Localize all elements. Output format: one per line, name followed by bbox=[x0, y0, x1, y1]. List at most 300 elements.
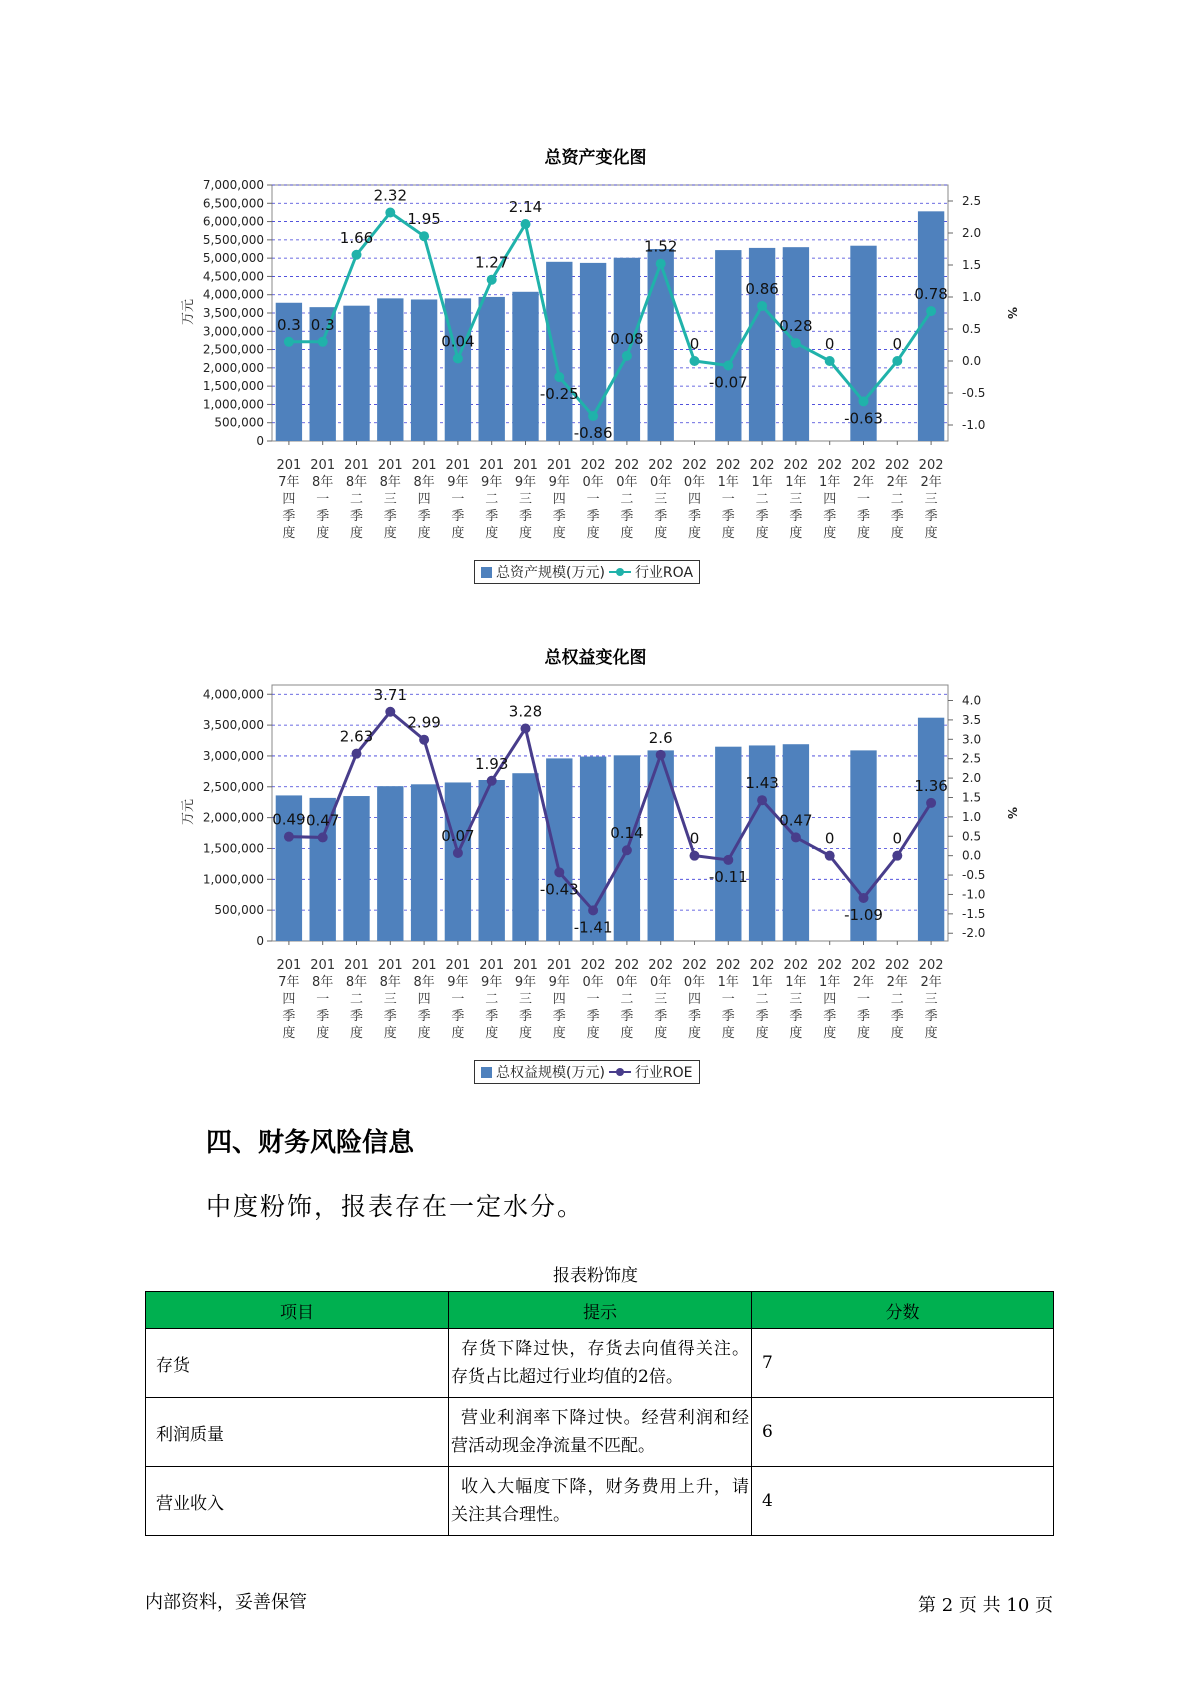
line-point bbox=[892, 851, 902, 861]
table-row bbox=[146, 1467, 1054, 1536]
x-tick-label: 201 bbox=[276, 958, 302, 973]
x-tick-label: 季 bbox=[552, 1009, 566, 1024]
section-title: 四、财务风险信息 bbox=[206, 1128, 415, 1158]
x-tick-label: 三 bbox=[789, 992, 803, 1007]
data-label: -1.41 bbox=[573, 918, 613, 937]
y-tick-label: 3,500,000 bbox=[202, 306, 264, 320]
data-label: 0.78 bbox=[914, 285, 948, 304]
x-tick-label: 0年 bbox=[650, 475, 672, 490]
x-tick-label: 一 bbox=[721, 992, 735, 1007]
x-tick-label: 202 bbox=[749, 458, 775, 473]
x-tick-label: 2年 bbox=[920, 975, 942, 990]
x-tick-label: 度 bbox=[417, 526, 431, 541]
x-tick-label: 0年 bbox=[650, 975, 672, 990]
x-tick-label: 季 bbox=[282, 509, 296, 524]
x-tick-label: 三 bbox=[654, 492, 668, 507]
x-tick-label: 9年 bbox=[447, 475, 469, 490]
line-point bbox=[554, 372, 564, 382]
chart2-title: 总权益变化图 bbox=[544, 648, 647, 668]
header-tip: 提示 bbox=[449, 1292, 752, 1329]
x-tick-label: 度 bbox=[586, 526, 600, 541]
page-number: 第 2 页 共 10 页 bbox=[918, 1595, 1053, 1616]
line-point bbox=[723, 855, 733, 865]
x-tick-label: 季 bbox=[789, 1009, 803, 1024]
row-item: 利润质量 bbox=[146, 1398, 449, 1467]
x-tick-label: 度 bbox=[349, 1026, 364, 1041]
x-tick-label: 度 bbox=[282, 1026, 296, 1041]
x-tick-label: 三 bbox=[383, 492, 397, 507]
row-item: 存货 bbox=[146, 1329, 449, 1398]
x-tick-label: 季 bbox=[620, 1009, 634, 1024]
data-label: -0.86 bbox=[573, 424, 613, 443]
x-tick-label: 季 bbox=[349, 1009, 364, 1024]
x-tick-label: 0年 bbox=[582, 475, 604, 490]
x-tick-label: 202 bbox=[682, 958, 707, 973]
x-tick-label: 四 bbox=[282, 992, 296, 1007]
x-tick-label: 二 bbox=[620, 992, 634, 1007]
y2-tick-label: 0.5 bbox=[962, 322, 982, 336]
chart1-legend-bar-label: 总资产规模(万元) bbox=[496, 565, 605, 581]
x-tick-label: 二 bbox=[349, 492, 364, 507]
x-tick-label: 四 bbox=[687, 492, 702, 507]
y2-tick-label: 0.0 bbox=[962, 354, 982, 368]
x-tick-label: 0年 bbox=[683, 975, 706, 990]
x-tick-label: 季 bbox=[620, 509, 634, 524]
x-tick-label: 季 bbox=[518, 1009, 533, 1024]
x-tick-label: 201 bbox=[310, 458, 336, 473]
line-legend-icon bbox=[609, 566, 631, 578]
x-tick-label: 2年 bbox=[886, 475, 908, 490]
x-tick-label: 季 bbox=[316, 509, 330, 524]
x-tick-label: 二 bbox=[890, 992, 904, 1007]
x-tick-label: 1年 bbox=[717, 975, 739, 990]
x-tick-label: 2年 bbox=[852, 975, 875, 990]
x-tick-label: 202 bbox=[884, 958, 910, 973]
line-point bbox=[588, 411, 598, 421]
x-tick-label: 季 bbox=[721, 509, 735, 524]
line-point bbox=[723, 360, 733, 370]
x-tick-label: 2年 bbox=[852, 475, 875, 490]
data-label: -0.63 bbox=[844, 409, 883, 428]
y2-tick-label: -1.0 bbox=[962, 887, 986, 902]
chart1-legend bbox=[474, 560, 700, 584]
data-label: 3.28 bbox=[508, 702, 543, 721]
data-label: -0.43 bbox=[539, 880, 579, 899]
x-tick-label: 201 bbox=[513, 458, 538, 473]
line-point bbox=[926, 798, 936, 808]
x-tick-label: 201 bbox=[513, 958, 538, 973]
x-tick-label: 202 bbox=[918, 458, 944, 473]
y-tick-label: 2,000,000 bbox=[202, 810, 264, 825]
x-tick-label: 202 bbox=[682, 458, 707, 473]
bar bbox=[715, 250, 741, 441]
x-tick-label: 一 bbox=[586, 492, 600, 507]
y2-tick-label: 3.5 bbox=[962, 712, 982, 727]
line-point bbox=[588, 905, 598, 915]
y-tick-label: 0 bbox=[256, 434, 264, 448]
y2-tick-label: 2.5 bbox=[962, 751, 982, 766]
line-point bbox=[690, 356, 700, 366]
bar-legend-swatch bbox=[481, 567, 492, 578]
line-point bbox=[318, 832, 328, 842]
line-point bbox=[926, 306, 936, 316]
data-label: 0.04 bbox=[441, 332, 475, 351]
y-tick-label: 3,000,000 bbox=[202, 324, 264, 339]
x-tick-label: 度 bbox=[485, 526, 499, 541]
data-label: 1.66 bbox=[339, 228, 374, 247]
x-tick-label: 三 bbox=[383, 992, 397, 1007]
x-tick-label: 201 bbox=[445, 958, 471, 973]
x-tick-label: 9年 bbox=[481, 975, 503, 990]
data-label: -0.11 bbox=[708, 867, 748, 886]
bar bbox=[648, 249, 674, 441]
line-point bbox=[385, 707, 395, 717]
x-tick-label: 201 bbox=[445, 458, 471, 473]
y-tick-label: 1,000,000 bbox=[202, 397, 264, 412]
x-tick-label: 202 bbox=[851, 958, 876, 973]
bar bbox=[546, 758, 572, 941]
y-axis-label: 万元 bbox=[181, 298, 196, 325]
line-point bbox=[825, 356, 835, 366]
x-tick-label: 度 bbox=[856, 1026, 871, 1041]
line-point bbox=[656, 750, 666, 760]
chart2-legend bbox=[474, 1060, 700, 1084]
data-label: 0.86 bbox=[745, 279, 779, 298]
data-label: -1.09 bbox=[844, 905, 883, 924]
x-tick-label: 季 bbox=[383, 509, 397, 524]
x-tick-label: 8年 bbox=[345, 975, 368, 990]
table-row bbox=[146, 1398, 1054, 1467]
x-tick-label: 1年 bbox=[751, 975, 773, 990]
x-tick-label: 度 bbox=[451, 526, 465, 541]
table-row bbox=[146, 1329, 1054, 1398]
line-point bbox=[791, 338, 801, 348]
line-point bbox=[859, 396, 869, 406]
x-tick-label: 二 bbox=[485, 992, 499, 1007]
row-score: 7 bbox=[752, 1329, 1054, 1398]
total-assets-chart bbox=[0, 170, 1191, 600]
x-tick-label: 二 bbox=[890, 492, 904, 507]
bar bbox=[343, 796, 369, 941]
x-tick-label: 度 bbox=[755, 1026, 769, 1041]
x-tick-label: 季 bbox=[485, 1009, 499, 1024]
data-label: 1.36 bbox=[914, 776, 948, 795]
y2-tick-label: -0.5 bbox=[962, 868, 986, 883]
data-label: 0.49 bbox=[272, 810, 306, 829]
x-tick-label: 1年 bbox=[785, 975, 807, 990]
data-label: -0.07 bbox=[708, 373, 748, 392]
bar bbox=[614, 258, 640, 441]
x-tick-label: 201 bbox=[546, 458, 572, 473]
line-point bbox=[453, 848, 463, 858]
y-tick-label: 5,500,000 bbox=[202, 232, 264, 247]
x-tick-label: 四 bbox=[282, 492, 296, 507]
line-legend-icon bbox=[609, 1066, 631, 1078]
x-tick-label: 202 bbox=[715, 458, 741, 473]
row-tip: 营业利润率下降过快。经营利润和经营活动现金净流量不匹配。 bbox=[449, 1398, 752, 1467]
y2-tick-label: 3.0 bbox=[962, 732, 982, 747]
x-tick-label: 季 bbox=[687, 509, 702, 524]
y-tick-label: 3,500,000 bbox=[202, 718, 264, 733]
x-tick-label: 度 bbox=[620, 1026, 634, 1041]
chart2-legend-line-label: 行业ROE bbox=[634, 1065, 693, 1081]
x-tick-label: 季 bbox=[451, 509, 465, 524]
data-label: 2.14 bbox=[508, 198, 543, 217]
x-tick-label: 季 bbox=[687, 1009, 702, 1024]
bar bbox=[377, 298, 403, 441]
y2-tick-label: 2.0 bbox=[962, 226, 982, 240]
x-tick-label: 1年 bbox=[751, 475, 773, 490]
y2-tick-label: 0.0 bbox=[962, 848, 982, 863]
y2-tick-label: 2.5 bbox=[962, 194, 982, 208]
x-tick-label: 7年 bbox=[278, 475, 300, 490]
line-point bbox=[521, 219, 531, 229]
x-tick-label: 度 bbox=[383, 526, 397, 541]
x-tick-label: 202 bbox=[614, 958, 640, 973]
x-tick-label: 1年 bbox=[785, 475, 807, 490]
x-tick-label: 四 bbox=[417, 992, 431, 1007]
x-tick-label: 度 bbox=[316, 526, 330, 541]
x-tick-label: 201 bbox=[344, 958, 369, 973]
x-tick-label: 0年 bbox=[683, 475, 706, 490]
y2-tick-label: 0.5 bbox=[962, 829, 982, 844]
x-tick-label: 四 bbox=[552, 992, 566, 1007]
footer-left: 内部资料，妥善保管 bbox=[145, 1592, 307, 1613]
data-label: 0 bbox=[892, 829, 903, 848]
x-tick-label: 一 bbox=[451, 492, 465, 507]
x-tick-label: 季 bbox=[518, 509, 533, 524]
data-label: 0 bbox=[892, 335, 903, 353]
x-tick-label: 一 bbox=[856, 992, 871, 1007]
x-tick-label: 202 bbox=[817, 458, 843, 473]
x-tick-label: 二 bbox=[620, 492, 634, 507]
bar bbox=[411, 299, 437, 441]
y-tick-label: 6,000,000 bbox=[202, 214, 264, 229]
x-tick-label: 度 bbox=[485, 1026, 499, 1041]
bar bbox=[512, 773, 538, 941]
x-tick-label: 8年 bbox=[312, 475, 334, 490]
x-tick-label: 三 bbox=[924, 492, 938, 507]
bar bbox=[343, 306, 369, 441]
x-tick-label: 一 bbox=[721, 492, 735, 507]
line-point bbox=[419, 231, 429, 241]
x-tick-label: 度 bbox=[823, 526, 837, 541]
x-tick-label: 度 bbox=[349, 526, 364, 541]
risk-table bbox=[145, 1291, 1054, 1536]
y-tick-label: 3,000,000 bbox=[202, 748, 264, 763]
x-tick-label: 度 bbox=[282, 526, 296, 541]
line-point bbox=[757, 301, 767, 311]
x-tick-label: 季 bbox=[755, 1009, 769, 1024]
x-tick-label: 度 bbox=[721, 526, 735, 541]
section-paragraph: 中度粉饰，报表存在一定水分。 bbox=[206, 1192, 585, 1221]
x-tick-label: 度 bbox=[687, 1026, 702, 1041]
x-tick-label: 202 bbox=[783, 458, 809, 473]
line-point bbox=[487, 776, 497, 786]
row-score: 4 bbox=[752, 1467, 1054, 1536]
x-tick-label: 202 bbox=[648, 458, 674, 473]
line-point bbox=[318, 337, 328, 347]
x-tick-label: 0年 bbox=[616, 475, 638, 490]
bar bbox=[749, 248, 775, 441]
data-label: 0.47 bbox=[305, 811, 340, 830]
x-tick-label: 二 bbox=[349, 992, 364, 1007]
x-tick-label: 1年 bbox=[819, 975, 841, 990]
x-tick-label: 2年 bbox=[920, 475, 942, 490]
line-point bbox=[385, 208, 395, 218]
bar-legend-swatch bbox=[481, 1067, 492, 1078]
x-tick-label: 季 bbox=[349, 509, 364, 524]
line-point bbox=[825, 851, 835, 861]
line-point bbox=[284, 832, 294, 842]
x-tick-label: 202 bbox=[715, 958, 741, 973]
x-tick-label: 202 bbox=[783, 958, 809, 973]
x-tick-label: 201 bbox=[344, 458, 369, 473]
y2-tick-label: 1.0 bbox=[962, 290, 982, 304]
x-tick-label: 度 bbox=[924, 1026, 938, 1041]
chart1-title: 总资产变化图 bbox=[544, 148, 647, 168]
x-tick-label: 度 bbox=[417, 1026, 431, 1041]
bar bbox=[479, 780, 505, 941]
x-tick-label: 一 bbox=[316, 492, 330, 507]
y2-tick-label: 4.0 bbox=[962, 693, 982, 708]
x-tick-label: 三 bbox=[654, 992, 668, 1007]
data-label: 2.99 bbox=[407, 713, 441, 732]
x-tick-label: 度 bbox=[383, 1026, 397, 1041]
data-label: 1.27 bbox=[474, 253, 509, 272]
x-tick-label: 度 bbox=[518, 526, 533, 541]
bar bbox=[411, 784, 437, 941]
row-tip: 存货下降过快，存货去向值得关注。存货占比超过行业均值的2倍。 bbox=[449, 1329, 752, 1398]
x-tick-label: 201 bbox=[479, 458, 505, 473]
table-caption: 报表粉饰度 bbox=[553, 1266, 638, 1286]
x-tick-label: 季 bbox=[451, 1009, 465, 1024]
x-tick-label: 201 bbox=[479, 958, 505, 973]
x-tick-label: 201 bbox=[377, 458, 403, 473]
y-tick-label: 7,000,000 bbox=[202, 178, 264, 192]
x-tick-label: 9年 bbox=[548, 475, 570, 490]
y-tick-label: 2,000,000 bbox=[202, 360, 264, 375]
bar bbox=[377, 786, 403, 941]
x-tick-label: 三 bbox=[518, 492, 533, 507]
x-tick-label: 度 bbox=[316, 1026, 330, 1041]
bar bbox=[445, 782, 471, 941]
y-tick-label: 4,000,000 bbox=[202, 687, 264, 702]
x-tick-label: 度 bbox=[518, 1026, 533, 1041]
bar bbox=[918, 718, 944, 941]
x-tick-label: 度 bbox=[552, 1026, 566, 1041]
x-tick-label: 季 bbox=[282, 1009, 296, 1024]
y-tick-label: 5,000,000 bbox=[202, 251, 264, 266]
y-tick-label: 500,000 bbox=[214, 415, 264, 430]
x-tick-label: 三 bbox=[924, 992, 938, 1007]
x-tick-label: 201 bbox=[546, 958, 572, 973]
data-label: 1.43 bbox=[745, 774, 779, 793]
x-tick-label: 2年 bbox=[886, 975, 908, 990]
x-tick-label: 季 bbox=[789, 509, 803, 524]
x-tick-label: 度 bbox=[789, 526, 803, 541]
line-point bbox=[622, 845, 632, 855]
line-point bbox=[352, 250, 362, 260]
x-tick-label: 202 bbox=[851, 458, 876, 473]
x-tick-label: 季 bbox=[823, 1009, 837, 1024]
x-tick-label: 202 bbox=[918, 958, 944, 973]
x-tick-label: 202 bbox=[580, 958, 606, 973]
x-tick-label: 季 bbox=[316, 1009, 330, 1024]
x-tick-label: 8年 bbox=[413, 475, 435, 490]
y2-axis-label: % bbox=[1005, 807, 1019, 820]
data-label: 0.14 bbox=[610, 824, 644, 843]
y-tick-label: 500,000 bbox=[214, 903, 264, 918]
x-tick-label: 8年 bbox=[413, 975, 435, 990]
x-tick-label: 二 bbox=[485, 492, 499, 507]
x-tick-label: 202 bbox=[648, 958, 674, 973]
x-tick-label: 度 bbox=[654, 526, 668, 541]
data-label: 1.93 bbox=[474, 754, 509, 773]
row-item: 营业收入 bbox=[146, 1467, 449, 1536]
x-tick-label: 202 bbox=[614, 458, 640, 473]
x-tick-label: 8年 bbox=[379, 975, 401, 990]
x-tick-label: 8年 bbox=[345, 475, 368, 490]
x-tick-label: 度 bbox=[586, 1026, 600, 1041]
x-tick-label: 9年 bbox=[481, 475, 503, 490]
x-tick-label: 季 bbox=[924, 1009, 938, 1024]
x-tick-label: 202 bbox=[749, 958, 775, 973]
x-tick-label: 四 bbox=[823, 992, 837, 1007]
x-tick-label: 度 bbox=[755, 526, 769, 541]
table-header-row bbox=[146, 1292, 1054, 1329]
x-tick-label: 0年 bbox=[616, 975, 638, 990]
line-point bbox=[690, 851, 700, 861]
data-label: 0 bbox=[689, 829, 700, 848]
x-tick-label: 8年 bbox=[379, 475, 401, 490]
x-tick-label: 四 bbox=[417, 492, 431, 507]
x-tick-label: 度 bbox=[687, 526, 702, 541]
line-point bbox=[419, 735, 429, 745]
x-tick-label: 季 bbox=[417, 1009, 431, 1024]
y2-tick-label: 1.5 bbox=[962, 790, 982, 805]
x-tick-label: 度 bbox=[890, 1026, 904, 1041]
line-point bbox=[892, 356, 902, 366]
line-point bbox=[284, 337, 294, 347]
y-tick-label: 2,500,000 bbox=[202, 779, 264, 794]
x-tick-label: 度 bbox=[789, 1026, 803, 1041]
row-score: 6 bbox=[752, 1398, 1054, 1467]
line-point bbox=[622, 351, 632, 361]
x-tick-label: 202 bbox=[580, 458, 606, 473]
x-tick-label: 季 bbox=[383, 1009, 397, 1024]
y2-tick-label: -1.5 bbox=[962, 906, 986, 921]
y-tick-label: 4,500,000 bbox=[202, 269, 264, 284]
x-tick-label: 度 bbox=[721, 1026, 735, 1041]
line-point bbox=[656, 259, 666, 269]
data-label: 0.47 bbox=[779, 811, 813, 830]
y-tick-label: 2,500,000 bbox=[202, 342, 264, 357]
x-tick-label: 1年 bbox=[819, 475, 841, 490]
y2-tick-label: 2.0 bbox=[962, 771, 982, 786]
x-tick-label: 9年 bbox=[514, 975, 537, 990]
x-tick-label: 度 bbox=[890, 526, 904, 541]
y-tick-label: 1,500,000 bbox=[202, 379, 264, 394]
plot-area bbox=[272, 685, 948, 941]
x-tick-label: 季 bbox=[485, 509, 499, 524]
x-tick-label: 202 bbox=[817, 958, 843, 973]
x-tick-label: 季 bbox=[721, 1009, 735, 1024]
y2-tick-label: 1.0 bbox=[962, 809, 982, 824]
x-tick-label: 201 bbox=[276, 458, 302, 473]
row-tip: 收入大幅度下降，财务费用上升，请关注其合理性。 bbox=[449, 1467, 752, 1536]
line-point bbox=[521, 723, 531, 733]
